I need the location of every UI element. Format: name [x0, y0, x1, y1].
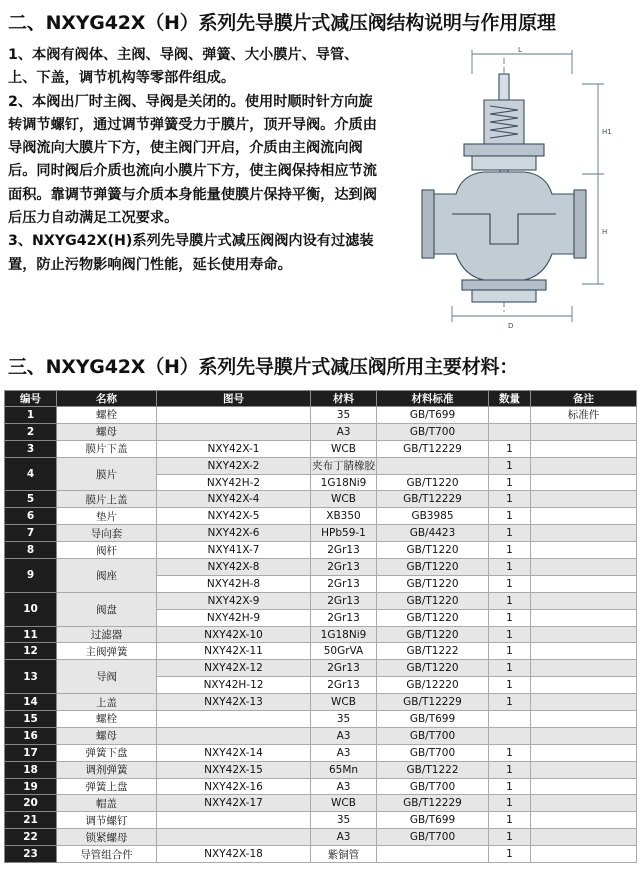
- table-row: [5, 559, 637, 576]
- cell-no: 12: [5, 643, 57, 660]
- header-name: 名称: [57, 391, 157, 407]
- cell-standard: [377, 457, 489, 474]
- cell-drawing-no: [157, 727, 311, 744]
- cell-material: 2Gr13: [311, 592, 377, 609]
- valve-section-drawing: [412, 44, 622, 334]
- cell-qty: 1: [489, 592, 531, 609]
- cell-qty: [489, 711, 531, 728]
- cell-remark: 标准件: [531, 407, 637, 424]
- cell-drawing-no: [157, 407, 311, 424]
- table-row: [5, 660, 637, 677]
- cell-qty: 1: [489, 491, 531, 508]
- table-row: [5, 626, 637, 643]
- cell-no: 18: [5, 761, 57, 778]
- cell-standard: GB/T1220: [377, 474, 489, 491]
- cell-name: 膜片: [57, 457, 157, 491]
- cell-material: WCB: [311, 694, 377, 711]
- cell-qty: 1: [489, 474, 531, 491]
- cell-name: 锁紧螺母: [57, 829, 157, 846]
- cell-remark: [531, 643, 637, 660]
- cell-name: 螺母: [57, 423, 157, 440]
- table-row: [5, 407, 637, 424]
- cell-standard: [377, 846, 489, 863]
- description-paragraph-2: 2、本阀出厂时主阀、导阀是关闭的。使用时顺时针方向旋转调节螺钉，通过调节弹簧受力于膜片，顶开导阀。介质由导阀流向大膜片下方，使主阀门开启，介质由主阀流向阀后。同时阀后介质也流向小膜片下方，使主阀保持相应节流面积。靠调节弹簧与介质本身能量使膜片保持平衡，达到阀后压力自动满足工况要求。: [8, 93, 377, 227]
- cell-drawing-no: NXY42X-9: [157, 592, 311, 609]
- cell-remark: [531, 626, 637, 643]
- cell-name: 弹簧下盘: [57, 744, 157, 761]
- cell-no: 17: [5, 744, 57, 761]
- cell-material: A3: [311, 778, 377, 795]
- cell-material: A3: [311, 423, 377, 440]
- cell-remark: [531, 592, 637, 609]
- cell-material: A3: [311, 744, 377, 761]
- table-row: [5, 592, 637, 609]
- cell-no: 8: [5, 542, 57, 559]
- cell-material: WCB: [311, 440, 377, 457]
- cell-name: 螺母: [57, 727, 157, 744]
- table-row: [5, 491, 637, 508]
- cell-material: 1G18Ni9: [311, 626, 377, 643]
- cell-standard: GB/T1222: [377, 761, 489, 778]
- header-no: 编号: [5, 391, 57, 407]
- header-standard: 材料标准: [377, 391, 489, 407]
- cell-drawing-no: NXY42X-10: [157, 626, 311, 643]
- cell-material: 35: [311, 711, 377, 728]
- cell-drawing-no: NXY42H-2: [157, 474, 311, 491]
- cell-qty: [489, 423, 531, 440]
- cell-drawing-no: NXY42X-6: [157, 525, 311, 542]
- cell-qty: 1: [489, 694, 531, 711]
- cell-material: HPb59-1: [311, 525, 377, 542]
- cell-remark: [531, 423, 637, 440]
- cell-standard: GB/12220: [377, 677, 489, 694]
- cell-qty: 1: [489, 508, 531, 525]
- table-header-row: [5, 391, 637, 407]
- cell-drawing-no: [157, 829, 311, 846]
- cell-material: XB350: [311, 508, 377, 525]
- cell-remark: [531, 474, 637, 491]
- cell-qty: 1: [489, 846, 531, 863]
- cell-material: WCB: [311, 795, 377, 812]
- cell-drawing-no: NXY42X-12: [157, 660, 311, 677]
- cell-material: 1G18Ni9: [311, 474, 377, 491]
- cell-no: 1: [5, 407, 57, 424]
- cell-name: 调节螺钉: [57, 812, 157, 829]
- cell-name: 导管组合件: [57, 846, 157, 863]
- table-row: [5, 778, 637, 795]
- cell-standard: GB/T699: [377, 812, 489, 829]
- cell-drawing-no: NXY42X-18: [157, 846, 311, 863]
- cell-remark: [531, 829, 637, 846]
- cell-name: 膜片上盖: [57, 491, 157, 508]
- cell-remark: [531, 542, 637, 559]
- cell-no: 22: [5, 829, 57, 846]
- cell-name: 膜片下盖: [57, 440, 157, 457]
- cell-no: 20: [5, 795, 57, 812]
- cell-qty: 1: [489, 626, 531, 643]
- header-material: 材料: [311, 391, 377, 407]
- cell-standard: GB3985: [377, 508, 489, 525]
- table-row: [5, 761, 637, 778]
- cell-remark: [531, 660, 637, 677]
- dimension-label-h: H: [602, 228, 608, 236]
- cell-standard: GB/T1220: [377, 609, 489, 626]
- header-drawing-no: 图号: [157, 391, 311, 407]
- cell-standard: GB/T700: [377, 829, 489, 846]
- cell-drawing-no: NXY42X-16: [157, 778, 311, 795]
- cell-no: 16: [5, 727, 57, 744]
- materials-table-body: [5, 407, 637, 863]
- cell-standard: GB/T1220: [377, 660, 489, 677]
- cell-name: 帽盖: [57, 795, 157, 812]
- cell-standard: GB/T700: [377, 744, 489, 761]
- cell-qty: 1: [489, 457, 531, 474]
- cell-drawing-no: NXY42X-1: [157, 440, 311, 457]
- cell-qty: 1: [489, 795, 531, 812]
- cell-drawing-no: NXY42H-9: [157, 609, 311, 626]
- cell-name: 主阀弹簧: [57, 643, 157, 660]
- table-row: [5, 525, 637, 542]
- cell-standard: GB/T1220: [377, 575, 489, 592]
- cell-no: 15: [5, 711, 57, 728]
- cell-standard: GB/T1220: [377, 559, 489, 576]
- cell-standard: GB/T700: [377, 727, 489, 744]
- cell-remark: [531, 778, 637, 795]
- cell-no: 10: [5, 592, 57, 626]
- cell-no: 23: [5, 846, 57, 863]
- section-title-structure: 二、NXYG42X（H）系列先导膜片式减压阀结构说明与作用原理: [8, 12, 556, 34]
- cell-no: 13: [5, 660, 57, 694]
- cell-drawing-no: NXY42X-15: [157, 761, 311, 778]
- cell-material: 紫铜管: [311, 846, 377, 863]
- cell-remark: [531, 609, 637, 626]
- description-text: [8, 44, 380, 277]
- table-row: [5, 846, 637, 863]
- cell-material: 35: [311, 812, 377, 829]
- cell-no: 3: [5, 440, 57, 457]
- cell-qty: 1: [489, 559, 531, 576]
- cell-material: 65Mn: [311, 761, 377, 778]
- cell-qty: 1: [489, 525, 531, 542]
- cell-qty: [489, 407, 531, 424]
- cell-material: 2Gr13: [311, 677, 377, 694]
- cell-no: 6: [5, 508, 57, 525]
- cell-remark: [531, 744, 637, 761]
- table-row: [5, 829, 637, 846]
- cell-drawing-no: NXY42X-2: [157, 457, 311, 474]
- cell-no: 11: [5, 626, 57, 643]
- cell-standard: GB/4423: [377, 525, 489, 542]
- description-paragraph-1: 1、本阀有阀体、主阀、导阀、弹簧、大小膜片、导管、上、下盖，调节机构等零部件组成。: [8, 47, 359, 87]
- cell-no: 5: [5, 491, 57, 508]
- cell-material: A3: [311, 727, 377, 744]
- cell-drawing-no: NXY42X-17: [157, 795, 311, 812]
- cell-no: 4: [5, 457, 57, 491]
- cell-qty: 1: [489, 660, 531, 677]
- cell-standard: GB/T12229: [377, 440, 489, 457]
- dimension-label-l: L: [518, 46, 522, 54]
- cell-material: 2Gr13: [311, 660, 377, 677]
- cell-standard: GB/T12229: [377, 694, 489, 711]
- cell-material: 2Gr13: [311, 609, 377, 626]
- cell-qty: [489, 727, 531, 744]
- cell-remark: [531, 694, 637, 711]
- cell-drawing-no: NXY42X-4: [157, 491, 311, 508]
- cell-qty: 1: [489, 643, 531, 660]
- cell-remark: [531, 711, 637, 728]
- cell-drawing-no: NXY42X-11: [157, 643, 311, 660]
- cell-material: 35: [311, 407, 377, 424]
- cell-drawing-no: NXY41X-7: [157, 542, 311, 559]
- cell-drawing-no: NXY42X-5: [157, 508, 311, 525]
- cell-drawing-no: NXY42X-8: [157, 559, 311, 576]
- cell-standard: GB/T1220: [377, 542, 489, 559]
- cell-qty: 1: [489, 542, 531, 559]
- cell-name: 阀盘: [57, 592, 157, 626]
- cell-material: 50GrVA: [311, 643, 377, 660]
- cell-remark: [531, 457, 637, 474]
- cell-qty: 1: [489, 440, 531, 457]
- cell-name: 调剂弹簧: [57, 761, 157, 778]
- cell-name: 上盖: [57, 694, 157, 711]
- description-paragraph-3: 3、NXYG42X(H)系列先导膜片式减压阀阀内设有过滤装置，防止污物影响阀门性能，延长使用寿命。: [8, 233, 374, 273]
- cell-drawing-no: NXY42X-13: [157, 694, 311, 711]
- cell-remark: [531, 440, 637, 457]
- cell-remark: [531, 795, 637, 812]
- table-row: [5, 440, 637, 457]
- cell-standard: GB/T700: [377, 778, 489, 795]
- table-row: [5, 542, 637, 559]
- cell-qty: 1: [489, 778, 531, 795]
- cell-remark: [531, 727, 637, 744]
- cell-material: A3: [311, 829, 377, 846]
- cell-drawing-no: NXY42H-12: [157, 677, 311, 694]
- cell-standard: GB/T1220: [377, 592, 489, 609]
- cell-standard: GB/T12229: [377, 795, 489, 812]
- dimension-label-h1: H1: [602, 128, 612, 136]
- cell-name: 螺栓: [57, 711, 157, 728]
- cell-no: 9: [5, 559, 57, 593]
- cell-name: 阀座: [57, 559, 157, 593]
- cell-qty: 1: [489, 761, 531, 778]
- table-row: [5, 812, 637, 829]
- table-row: [5, 795, 637, 812]
- cell-drawing-no: [157, 711, 311, 728]
- table-row: [5, 711, 637, 728]
- cell-standard: GB/T1222: [377, 643, 489, 660]
- cell-drawing-no: NXY42X-14: [157, 744, 311, 761]
- cell-qty: 1: [489, 812, 531, 829]
- cell-no: 2: [5, 423, 57, 440]
- cell-remark: [531, 677, 637, 694]
- table-row: [5, 508, 637, 525]
- cell-remark: [531, 812, 637, 829]
- materials-table: [4, 390, 637, 863]
- cell-no: 7: [5, 525, 57, 542]
- cell-no: 19: [5, 778, 57, 795]
- cell-qty: 1: [489, 609, 531, 626]
- cell-material: WCB: [311, 491, 377, 508]
- section-title-materials: 三、NXYG42X（H）系列先导膜片式减压阀所用主要材料：: [8, 356, 519, 378]
- cell-material: 2Gr13: [311, 542, 377, 559]
- cell-name: 螺栓: [57, 407, 157, 424]
- cell-qty: 1: [489, 575, 531, 592]
- cell-standard: GB/T12229: [377, 491, 489, 508]
- cell-remark: [531, 508, 637, 525]
- table-row: [5, 744, 637, 761]
- cell-name: 过滤器: [57, 626, 157, 643]
- cell-name: 导向套: [57, 525, 157, 542]
- cell-no: 21: [5, 812, 57, 829]
- cell-qty: 1: [489, 677, 531, 694]
- cell-remark: [531, 525, 637, 542]
- cell-material: 2Gr13: [311, 575, 377, 592]
- cell-remark: [531, 846, 637, 863]
- dimension-label-d: D: [508, 322, 514, 330]
- cell-drawing-no: [157, 423, 311, 440]
- cell-material: 夹布丁腈橡胶: [311, 457, 377, 474]
- header-qty: 数量: [489, 391, 531, 407]
- cell-drawing-no: NXY42H-8: [157, 575, 311, 592]
- cell-name: 垫片: [57, 508, 157, 525]
- cell-standard: GB/T700: [377, 423, 489, 440]
- cell-name: 弹簧上盘: [57, 778, 157, 795]
- cell-drawing-no: [157, 812, 311, 829]
- cell-standard: GB/T699: [377, 407, 489, 424]
- table-row: [5, 643, 637, 660]
- cell-name: 导阀: [57, 660, 157, 694]
- cell-standard: GB/T1220: [377, 626, 489, 643]
- cell-name: 阀杆: [57, 542, 157, 559]
- cell-remark: [531, 575, 637, 592]
- table-row: [5, 457, 637, 474]
- cell-standard: GB/T699: [377, 711, 489, 728]
- cell-material: 2Gr13: [311, 559, 377, 576]
- cell-remark: [531, 491, 637, 508]
- cell-no: 14: [5, 694, 57, 711]
- cell-remark: [531, 761, 637, 778]
- table-row: [5, 423, 637, 440]
- table-row: [5, 727, 637, 744]
- table-row: [5, 694, 637, 711]
- cell-remark: [531, 559, 637, 576]
- header-remark: 备注: [531, 391, 637, 407]
- cell-qty: 1: [489, 829, 531, 846]
- cell-qty: 1: [489, 744, 531, 761]
